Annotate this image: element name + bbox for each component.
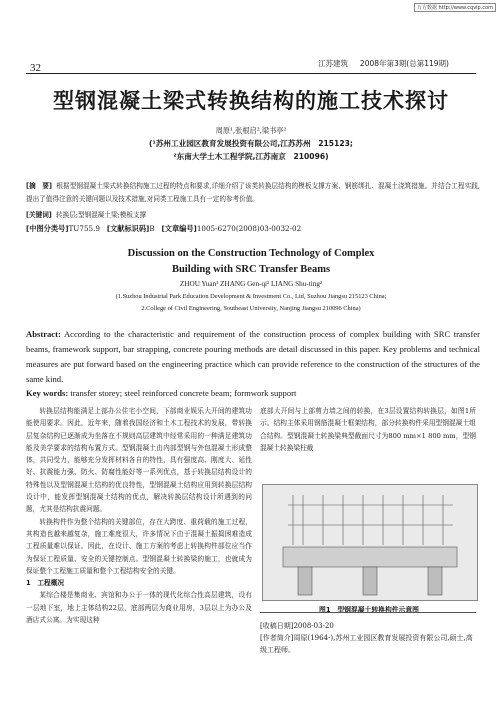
page-number: 32 bbox=[30, 62, 41, 74]
journal-header bbox=[318, 58, 449, 69]
keywords-label: [关键词] bbox=[26, 211, 52, 219]
english-keywords-label: Key words: bbox=[26, 388, 69, 398]
watermark-stamp: 万方数据 http://www.cqvip.com bbox=[414, 3, 496, 12]
figure-1 bbox=[262, 484, 478, 601]
affiliation-1: (¹苏州工业园区教育发展投资有限公司,江苏苏州 215123; bbox=[149, 139, 353, 148]
english-affiliation-2: 2.College of Civil Engineering, Southeast University, Nanjing Jiangsu 210096 China) bbox=[141, 305, 361, 312]
header-rule bbox=[26, 73, 476, 74]
abstract-cn bbox=[26, 180, 480, 207]
article-number: 1005-6270(2008)03-0032-02 bbox=[196, 224, 302, 233]
english-keywords-text: transfer storey; steel reinforced concrete beam; formwork support bbox=[70, 388, 297, 398]
article-label: [文章编号] bbox=[161, 224, 197, 233]
body-paragraph-1: 转换层结构能满足上部办公住宅小空间，下部商业娱乐大开间的建筑功能使用要求。因此，近年来，随着我国经济和土木工程技术的发展，带转换层复杂结构已逐渐成为坐落在不规则高层建筑中经常采用的一种满足建筑功能及美学要求的结构布置方式。型钢混凝土由内部型钢与外包混凝土形成整体，共同受力，能够充分发挥材料各自的特性，具有强度高、刚度大、延性好、抗震能力强、防火、防腐性能好等一系列优点，基于转换层结构设计的特殊性以及型钢混凝土结构的优良特性，型钢混凝土结构应用到转换层结构设计中，能发挥型钢混凝土结构的优点，解决转换层结构设计所遇到的问题，尤其是结构抗震问题。 bbox=[26, 407, 252, 514]
authors: 周原¹,张根启²,梁书亭² bbox=[215, 126, 287, 135]
body-right-column bbox=[260, 405, 476, 454]
classification-line bbox=[26, 222, 480, 235]
keywords-cn bbox=[26, 209, 480, 222]
journal-name: 江苏建筑 bbox=[318, 59, 348, 68]
english-title-line2: Building with SRC Transfer Beams bbox=[171, 264, 331, 275]
classify-code: TU755.9 bbox=[68, 224, 100, 233]
body-left-column bbox=[26, 405, 252, 626]
affiliation-2: ²东南大学土木工程学院,江苏南京 210096) bbox=[173, 152, 329, 161]
section-heading-1: 1 工程概况 bbox=[26, 579, 65, 588]
received-date: [收稿日期]2008-03-20 bbox=[260, 622, 334, 630]
english-title-line1: Discussion on the Construction Technology of Complex bbox=[127, 248, 375, 259]
figure-1-caption: 图1 型钢混凝土转换构件示意图 bbox=[319, 606, 419, 614]
english-abstract-text: According to the characteristic and requirement of the construction process of complex building with SRC transfer beams, framework support, bar strapping, concrete pouring methods are detail discussed in this paper. Key problems and technical measures are put forward based on the engineering practice which can provide reference to the construction of the structures of the same kind. bbox=[26, 329, 480, 384]
english-authors: ZHOU Yuan¹ ZHANG Gen-qi² LIANG Shu-ting² bbox=[179, 280, 323, 288]
english-abstract-label: Abstract: bbox=[26, 329, 61, 339]
abstract-text: 根据型钢混凝土梁式转换结构施工过程的特点和要求,详细介绍了该类转换层结构的模板支撑方案、钢筋绑扎、混凝土浇筑措施。并结合工程实践,提出了值得注意的关键问题以及技术措施,对同类工程施工具有一定的参考价值。 bbox=[26, 182, 480, 204]
figure-1-drawing bbox=[263, 485, 477, 600]
journal-issue: 2008年第3期(总第119期) bbox=[359, 59, 449, 68]
doccode-value: B bbox=[149, 224, 155, 233]
doccode-label: [文献标识码] bbox=[106, 224, 150, 233]
english-abstract bbox=[26, 327, 480, 387]
paper-title: 型钢混凝土梁式转换结构的施工技术探讨 bbox=[53, 89, 449, 113]
footnote-rule bbox=[260, 612, 476, 613]
abstract-label: [摘 要] bbox=[26, 182, 53, 190]
english-affiliation-1: (1.Suzhou Industrial Park Education Development & Investment Co., Ltd, Suzhou Jiangsu 215123 China; bbox=[115, 293, 387, 300]
body-paragraph-right: 底部大开间与上部剪力墙之间的转换，在3层设置结构转换层，如图1所示。结构主体采用钢筋混凝土框架结构，部分转换构件采用型钢混凝土组合结构。型钢混凝土转换梁典型截面尺寸为800 mm×1 800 mm，型钢混凝土转换梁柱截 bbox=[260, 407, 476, 452]
body-paragraph-3: 某综合楼是集商业、宾馆和办公于一体的现代化综合性高层建筑，设有一层地下室，地上主体结构22层，底部两层为商业用房，3层以上为办公及酒店式公寓。为实现这种 bbox=[26, 591, 252, 625]
english-keywords bbox=[26, 386, 480, 401]
footnotes bbox=[260, 620, 476, 656]
author-intro: [作者简介]周原(1964-),苏州工业园区教育发展投资有限公司,硕士,高级工程师。 bbox=[260, 634, 473, 654]
body-paragraph-2: 转换构件作为整个结构的关键部位，存在大跨度、重荷载的施工过程，其构造也越来越复杂，施工难度很大，许多情况下由于混凝土振捣困难造成工程质量难以保证。因此，在设计、施工方案的考虑上转换构件部位应当作为保证工程质量、安全的关键控制点。型钢混凝土转换梁的施工，也就成为保证整个工程施工质量和整个工程结构安全的关键。 bbox=[26, 517, 252, 575]
keywords-text: 转换层;型钢混凝土梁;模板支撑 bbox=[56, 211, 147, 219]
classify-label: [中图分类号] bbox=[26, 224, 69, 233]
